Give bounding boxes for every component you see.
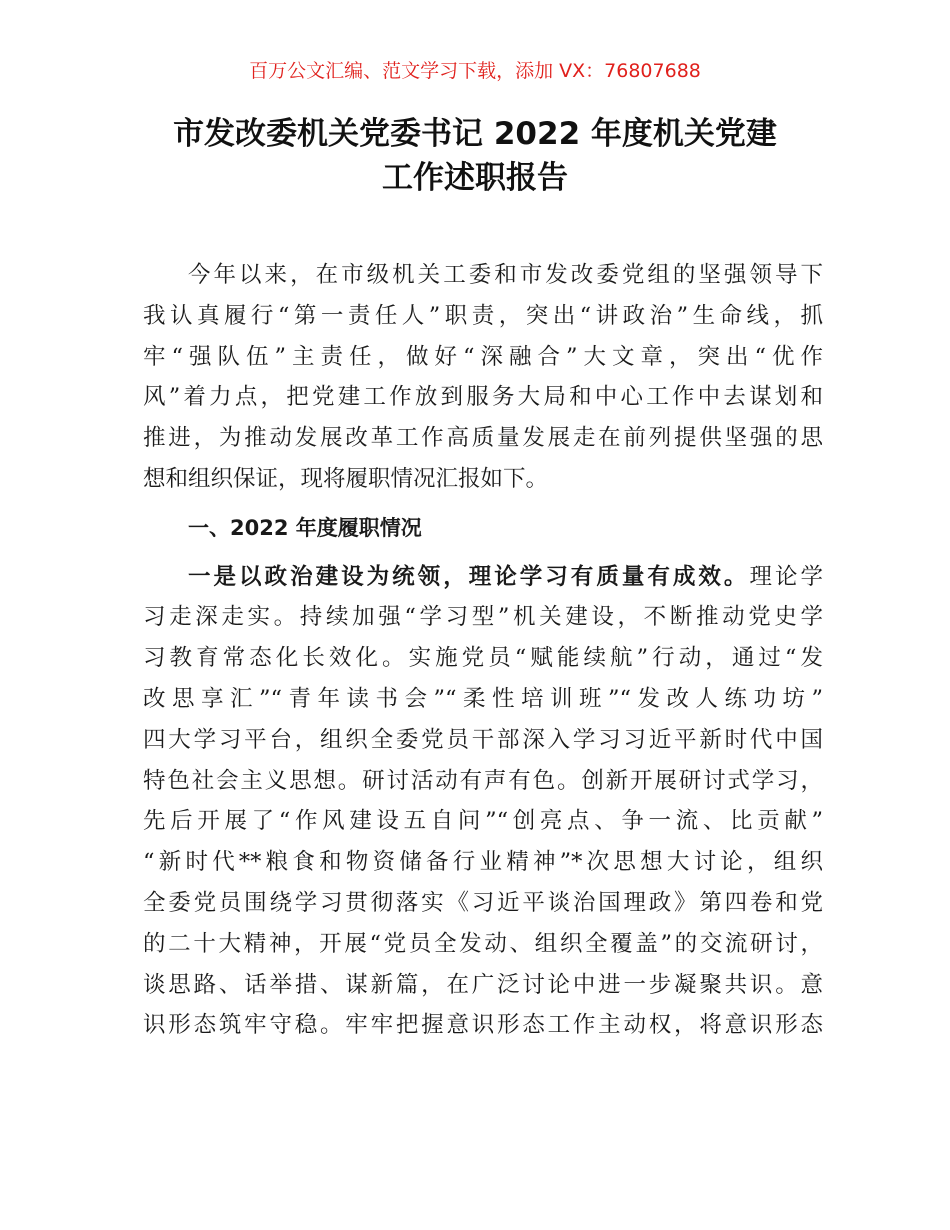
text-line: 今年以来，在市级机关工委和市发改委党组的坚强领导下 <box>188 262 823 288</box>
text-line: 风”着力点，把党建工作放到服务大局和中心工作中去谋划和 <box>143 384 823 411</box>
text-line: 想和组织保证，现将履职情况汇报如下。 <box>143 465 549 492</box>
text-line: 先后开展了“作风建设五自问”“创亮点、争一流、比贡献” <box>143 808 823 835</box>
text-line: 谈思路、话举措、谋新篇，在广泛讨论中进一步凝聚共识。意 <box>143 971 823 998</box>
text-line: 习教育常态化长效化。实施党员“赋能续航”行动，通过“发 <box>143 645 823 672</box>
title-line-1: 市发改委机关党委书记 2022 年度机关党建 <box>173 116 777 152</box>
text-line: 的二十大精神，开展“党员全发动、组织全覆盖”的交流研讨， <box>143 930 823 957</box>
text-line: 全委党员围绕学习贯彻落实《习近平谈治国理政》第四卷和党 <box>143 889 823 916</box>
paragraph-lead: 一是以政治建设为统领，理论学习有质量有成效。 <box>188 563 750 590</box>
text-line: “新时代**粮食和物资储备行业精神”*次思想大讨论，组织 <box>143 849 823 876</box>
watermark-banner: 百万公文汇编、范文学习下载，添加 VX：76807688 <box>249 60 701 82</box>
text-line: 我认真履行“第一责任人”职责，突出“讲政治”生命线，抓 <box>143 302 823 329</box>
title-line-2: 工作述职报告 <box>382 160 568 196</box>
text-line: 特色社会主义思想。研讨活动有声有色。创新开展研讨式学习， <box>143 767 823 794</box>
text-line: 改思享汇”“青年读书会”“柔性培训班”“发改人练功坊” <box>143 685 823 712</box>
text-line: 四大学习平台，组织全委党员干部深入学习习近平新时代中国 <box>143 726 823 753</box>
text-line: 识形态筑牢守稳。牢牢把握意识形态工作主动权，将意识形态 <box>143 1012 823 1039</box>
section-heading: 一、2022 年度履职情况 <box>188 515 422 540</box>
text-line: 推进，为推动发展改革工作高质量发展走在前列提供坚强的思 <box>143 425 823 452</box>
text-line: 习走深走实。持续加强“学习型”机关建设，不断推动党史学 <box>143 604 823 631</box>
paragraph-1 <box>143 557 823 1047</box>
text-line <box>143 557 823 598</box>
text-span: 理论学 <box>749 563 823 590</box>
document-body <box>143 255 823 1046</box>
intro-paragraph <box>143 255 823 500</box>
document-title <box>0 112 950 200</box>
text-line: 牢“强队伍”主责任，做好“深融合”大文章，突出“优作 <box>143 343 823 370</box>
